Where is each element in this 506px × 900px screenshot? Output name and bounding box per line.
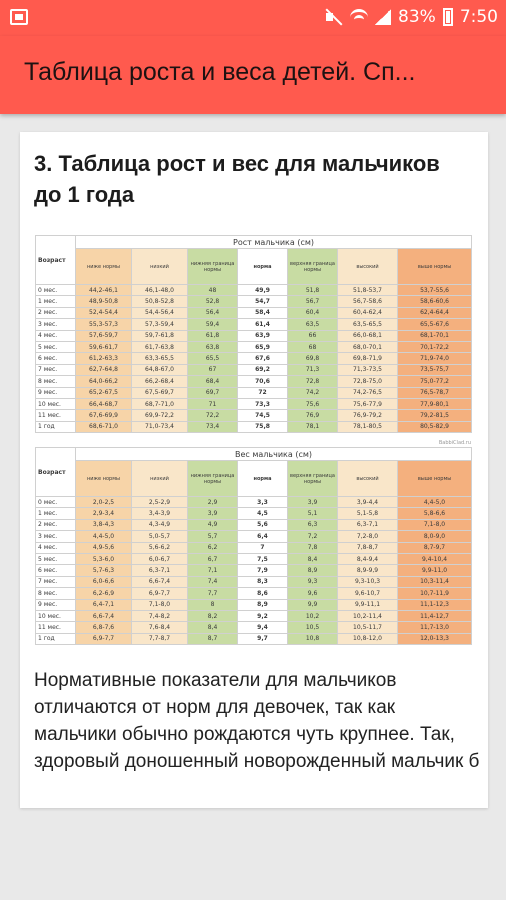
value-cell: 56,7 [288,296,338,307]
value-cell: 11,4-12,7 [398,610,472,621]
value-cell: 63,5-65,5 [338,319,398,330]
value-cell: 65,5 [188,353,238,364]
table-row [36,353,472,364]
value-cell: 6,6-7,4 [76,610,132,621]
value-cell: 4,4-5,0 [398,497,472,508]
value-cell: 73,4 [188,421,238,432]
age-cell: 5 мес. [36,341,76,352]
table-row [36,319,472,330]
age-cell: 10 мес. [36,610,76,621]
value-cell: 9,4-10,4 [398,553,472,564]
column-header: высокий [338,461,398,497]
table-row [36,633,472,644]
value-cell: 56,7-58,6 [338,296,398,307]
value-cell: 5,1 [288,508,338,519]
value-cell: 7,8 [288,542,338,553]
value-cell: 75,8 [238,421,288,432]
wifi-icon [350,9,368,26]
age-cell: 3 мес. [36,531,76,542]
value-cell: 66,2-68,4 [132,376,188,387]
table-row [36,565,472,576]
value-cell: 60,4 [288,307,338,318]
age-cell: 3 мес. [36,319,76,330]
value-cell: 10,7-11,9 [398,588,472,599]
value-cell: 44,2-46,1 [76,285,132,296]
value-cell: 2,5-2,9 [132,497,188,508]
column-header: выше нормы [398,249,472,285]
column-header: норма [238,461,288,497]
value-cell: 2,9-3,4 [76,508,132,519]
table-row [36,531,472,542]
value-cell: 63,5 [288,319,338,330]
value-cell: 54,7 [238,296,288,307]
age-cell: 7 мес. [36,364,76,375]
age-cell: 7 мес. [36,576,76,587]
value-cell: 75,6 [288,398,338,409]
value-cell: 3,9 [188,508,238,519]
value-cell: 9,9-11,0 [398,565,472,576]
value-cell: 66,0-68,1 [338,330,398,341]
value-cell: 6,3-7,1 [132,565,188,576]
column-header: норма [238,249,288,285]
age-cell: 4 мес. [36,330,76,341]
value-cell: 11,1-12,3 [398,599,472,610]
age-cell: 5 мес. [36,553,76,564]
mute-icon [325,8,343,26]
column-header: ниже нормы [76,249,132,285]
table-row [36,553,472,564]
value-cell: 8,7 [188,633,238,644]
value-cell: 6,4-7,1 [76,599,132,610]
value-cell: 61,7-63,8 [132,341,188,352]
value-cell: 72,2 [188,410,238,421]
value-cell: 4,9-5,6 [76,542,132,553]
table-corner-label: Возраст [36,236,76,285]
value-cell: 7,4 [188,576,238,587]
value-cell: 74,2-76,5 [338,387,398,398]
column-header: нижняя граница нормы [188,249,238,285]
value-cell: 68,4 [188,376,238,387]
value-cell: 69,7 [188,387,238,398]
value-cell: 8 [188,599,238,610]
value-cell: 68 [288,341,338,352]
value-cell: 9,9 [288,599,338,610]
value-cell: 12,0-13,3 [398,633,472,644]
value-cell: 6,0-6,6 [76,576,132,587]
value-cell: 7,4-8,2 [132,610,188,621]
value-cell: 48,9-50,8 [76,296,132,307]
table-row [36,610,472,621]
value-cell: 75,0-77,2 [398,376,472,387]
value-cell: 69,2 [238,364,288,375]
value-cell: 7,2-8,0 [338,531,398,542]
app-bar [0,36,506,114]
battery-icon [443,8,453,26]
table-row [36,387,472,398]
value-cell: 49,9 [238,285,288,296]
value-cell: 3,4-3,9 [132,508,188,519]
value-cell: 9,3 [288,576,338,587]
value-cell: 7,2 [288,531,338,542]
age-cell: 10 мес. [36,398,76,409]
table-row [36,576,472,587]
table-row [36,622,472,633]
value-cell: 6,9-7,7 [76,633,132,644]
table-row [36,542,472,553]
value-cell: 68,0-70,1 [338,341,398,352]
value-cell: 69,8-71,9 [338,353,398,364]
value-cell: 77,9-80,1 [398,398,472,409]
value-cell: 63,8 [188,341,238,352]
value-cell: 4,3-4,9 [132,519,188,530]
value-cell: 67,6-69,9 [76,410,132,421]
age-cell: 2 мес. [36,519,76,530]
value-cell: 72,8 [288,376,338,387]
battery-percent: 83% [398,7,436,27]
value-cell: 55,3-57,3 [76,319,132,330]
table-row [36,508,472,519]
value-cell: 10,2 [288,610,338,621]
age-cell: 1 мес. [36,508,76,519]
value-cell: 61,2-63,3 [76,353,132,364]
value-cell: 5,6-6,2 [132,542,188,553]
value-cell: 7 [238,542,288,553]
value-cell: 6,4 [238,531,288,542]
value-cell: 71,9-74,0 [398,353,472,364]
value-cell: 8,9-9,9 [338,565,398,576]
value-cell: 8,6 [238,588,288,599]
value-cell: 7,1-8,0 [398,519,472,530]
table-title: Рост мальчика (см) [76,236,472,249]
signal-icon [375,9,391,25]
age-cell: 1 год [36,633,76,644]
value-cell: 68,6-71,0 [76,421,132,432]
value-cell: 46,1-48,0 [132,285,188,296]
value-cell: 61,8 [188,330,238,341]
value-cell: 68,7-71,0 [132,398,188,409]
watermark: BabbiClad.ru [438,440,471,446]
value-cell: 72,8-75,0 [338,376,398,387]
column-header: верхняя граница нормы [288,461,338,497]
value-cell: 3,9 [288,497,338,508]
value-cell: 7,8-8,7 [338,542,398,553]
value-cell: 59,6-61,7 [76,341,132,352]
value-cell: 2,0-2,5 [76,497,132,508]
age-cell: 8 мес. [36,588,76,599]
column-header: высокий [338,249,398,285]
value-cell: 78,1-80,5 [338,421,398,432]
column-header: ниже нормы [76,461,132,497]
age-cell: 6 мес. [36,353,76,364]
value-cell: 70,1-72,2 [398,341,472,352]
age-cell: 2 мес. [36,307,76,318]
value-cell: 8,9 [288,565,338,576]
value-cell: 5,7-6,3 [76,565,132,576]
value-cell: 6,6-7,4 [132,576,188,587]
value-cell: 6,0-6,7 [132,553,188,564]
value-cell: 71,0-73,4 [132,421,188,432]
value-cell: 73,5-75,7 [398,364,472,375]
value-cell: 10,2-11,4 [338,610,398,621]
value-cell: 58,4 [238,307,288,318]
value-cell: 4,9 [188,519,238,530]
article-card[interactable] [20,132,488,808]
value-cell: 54,4-56,4 [132,307,188,318]
value-cell: 3,9-4,4 [338,497,398,508]
weight-table [35,447,472,645]
table-row [36,410,472,421]
age-cell: 0 мес. [36,497,76,508]
table-row [36,519,472,530]
value-cell: 59,7-61,8 [132,330,188,341]
height-table [35,235,472,433]
value-cell: 61,4 [238,319,288,330]
value-cell: 5,8-6,6 [398,508,472,519]
value-cell: 57,6-59,7 [76,330,132,341]
value-cell: 10,5 [288,622,338,633]
value-cell: 74,5 [238,410,288,421]
value-cell: 71,3 [288,364,338,375]
age-cell: 11 мес. [36,622,76,633]
value-cell: 7,9 [238,565,288,576]
table-row [36,285,472,296]
value-cell: 8,2 [188,610,238,621]
value-cell: 7,7 [188,588,238,599]
value-cell: 62,7-64,8 [76,364,132,375]
value-cell: 4,4-5,0 [76,531,132,542]
value-cell: 66,4-68,7 [76,398,132,409]
table-row [36,341,472,352]
age-cell: 1 мес. [36,296,76,307]
value-cell: 76,9-79,2 [338,410,398,421]
value-cell: 48 [188,285,238,296]
value-cell: 6,2-6,9 [76,588,132,599]
column-header: нижняя граница нормы [188,461,238,497]
value-cell: 73,3 [238,398,288,409]
table-row [36,376,472,387]
table-row [36,599,472,610]
value-cell: 10,8 [288,633,338,644]
value-cell: 6,7 [188,553,238,564]
value-cell: 9,4 [238,622,288,633]
age-cell: 9 мес. [36,599,76,610]
value-cell: 76,9 [288,410,338,421]
growth-weight-chart-image [35,235,475,656]
value-cell: 67,5-69,7 [132,387,188,398]
value-cell: 63,9 [238,330,288,341]
value-cell: 5,1-5,8 [338,508,398,519]
value-cell: 7,1 [188,565,238,576]
value-cell: 78,1 [288,421,338,432]
column-header: верхняя граница нормы [288,249,338,285]
article-heading: 3. Таблица рост и вес для мальчиков до 1 года [34,151,440,207]
status-bar [0,0,506,36]
age-cell: 1 год [36,421,76,432]
table-row [36,421,472,432]
value-cell: 59,4 [188,319,238,330]
value-cell: 72 [238,387,288,398]
value-cell: 60,4-62,4 [338,307,398,318]
value-cell: 5,6 [238,519,288,530]
column-header: выше нормы [398,461,472,497]
value-cell: 7,1-8,0 [132,599,188,610]
value-cell: 63,3-65,5 [132,353,188,364]
value-cell: 8,3 [238,576,288,587]
value-cell: 71 [188,398,238,409]
column-header: низкий [132,249,188,285]
age-cell: 4 мес. [36,542,76,553]
age-cell: 0 мес. [36,285,76,296]
table-row [36,588,472,599]
value-cell: 65,5-67,6 [398,319,472,330]
value-cell: 65,2-67,5 [76,387,132,398]
value-cell: 3,3 [238,497,288,508]
value-cell: 4,5 [238,508,288,519]
value-cell: 6,9-7,7 [132,588,188,599]
value-cell: 8,7-9,7 [398,542,472,553]
value-cell: 80,5-82,9 [398,421,472,432]
value-cell: 10,5-11,7 [338,622,398,633]
value-cell: 62,4-64,4 [398,307,472,318]
clock: 7:50 [459,7,498,27]
value-cell: 9,9-11,1 [338,599,398,610]
value-cell: 6,3-7,1 [338,519,398,530]
value-cell: 3,8-4,3 [76,519,132,530]
value-cell: 9,3-10,3 [338,576,398,587]
value-cell: 9,7 [238,633,288,644]
value-cell: 65,9 [238,341,288,352]
value-cell: 51,8-53,7 [338,285,398,296]
age-cell: 11 мес. [36,410,76,421]
value-cell: 76,5-78,7 [398,387,472,398]
value-cell: 75,6-77,9 [338,398,398,409]
value-cell: 9,6 [288,588,338,599]
value-cell: 64,8-67,0 [132,364,188,375]
value-cell: 66 [288,330,338,341]
value-cell: 8,4-9,4 [338,553,398,564]
status-icons [325,7,498,27]
value-cell: 58,6-60,6 [398,296,472,307]
table-corner-label: Возраст [36,448,76,497]
value-cell: 5,0-5,7 [132,531,188,542]
value-cell: 56,4 [188,307,238,318]
app-title: Таблица роста и веса детей. Сп... [24,58,416,86]
value-cell: 50,8-52,8 [132,296,188,307]
age-cell: 8 мес. [36,376,76,387]
value-cell: 79,2-81,5 [398,410,472,421]
value-cell: 8,4 [288,553,338,564]
value-cell: 10,3-11,4 [398,576,472,587]
value-cell: 2,9 [188,497,238,508]
value-cell: 7,5 [238,553,288,564]
table-row [36,330,472,341]
age-cell: 6 мес. [36,565,76,576]
value-cell: 69,9-72,2 [132,410,188,421]
table-row [36,307,472,318]
value-cell: 52,4-54,4 [76,307,132,318]
value-cell: 71,3-73,5 [338,364,398,375]
value-cell: 7,6-8,4 [132,622,188,633]
value-cell: 52,8 [188,296,238,307]
value-cell: 70,6 [238,376,288,387]
gallery-notification-icon [10,9,28,25]
value-cell: 5,7 [188,531,238,542]
table-row [36,296,472,307]
value-cell: 68,1-70,1 [398,330,472,341]
value-cell: 8,9 [238,599,288,610]
article-paragraph: Нормативные показатели для мальчиков отличаются от норм для девочек, так как мальчики обычно рождаются чуть крупнее. Так, здоровый доношенный новорожденный мальчик б [34,670,480,772]
value-cell: 11,7-13,0 [398,622,472,633]
value-cell: 9,6-10,7 [338,588,398,599]
value-cell: 74,2 [288,387,338,398]
table-row [36,364,472,375]
value-cell: 53,7-55,6 [398,285,472,296]
column-header: низкий [132,461,188,497]
value-cell: 69,8 [288,353,338,364]
value-cell: 8,4 [188,622,238,633]
value-cell: 64,0-66,2 [76,376,132,387]
value-cell: 6,3 [288,519,338,530]
table-row [36,497,472,508]
value-cell: 10,8-12,0 [338,633,398,644]
table-row [36,398,472,409]
value-cell: 8,0-9,0 [398,531,472,542]
value-cell: 5,3-6,0 [76,553,132,564]
value-cell: 9,2 [238,610,288,621]
age-cell: 9 мес. [36,387,76,398]
value-cell: 6,8-7,6 [76,622,132,633]
value-cell: 6,2 [188,542,238,553]
value-cell: 7,7-8,7 [132,633,188,644]
value-cell: 67 [188,364,238,375]
value-cell: 67,6 [238,353,288,364]
value-cell: 57,3-59,4 [132,319,188,330]
table-title: Вес мальчика (см) [76,448,472,461]
value-cell: 51,8 [288,285,338,296]
